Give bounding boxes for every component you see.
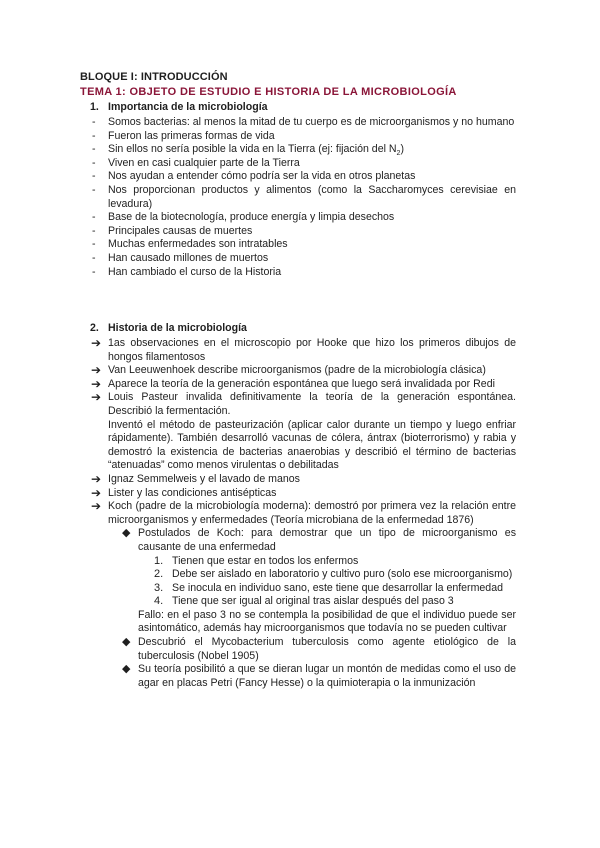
block-title: BLOQUE I: INTRODUCCIÓN — [80, 71, 228, 83]
section1-list — [91, 116, 516, 279]
section1-title: Importancia de la microbiología — [108, 101, 268, 113]
diamond-bullet-icon: ◆ — [122, 527, 131, 540]
arrow-icon: ➔ — [91, 376, 102, 391]
fallo-note: Fallo: en el paso 3 no se contempla la posibilidad de que el individuo puede ser asintomático, además hay microorganismos que todavía no se pueden cultivar — [138, 608, 516, 635]
pasteur-details: Inventó el método de pasteurización (aplicar calor durante un tiempo y luego enfriar rápidamente). También desarrolló vacunas de cólera, ántrax (bioterrorismo) y rabia y demostró la existencia de bacterias anaerobias y describió el término de bacterias “atenuadas” como menos virulentas o debilitadas — [108, 418, 516, 472]
section1-heading — [90, 101, 268, 115]
list-item: ◆ Su teoría posibilitó a que se dieran lugar un montón de medidas como el uso de agar en placas Petri (Fancy Hesse) o la quimioterapia o la inmunización — [122, 663, 516, 689]
dash-marker: - — [92, 170, 96, 183]
arrow-icon: ➔ — [91, 336, 102, 350]
list-item: - Principales causas de muertes — [92, 224, 253, 237]
dash-marker: - — [92, 143, 96, 156]
tema-title: TEMA 1: OBJETO DE ESTUDIO E HISTORIA DE LA MICROBIOLOGÍA — [80, 86, 457, 98]
section2-number: 2. — [90, 322, 99, 334]
postulate-item: 1. Tienen que estar en todos los enfermos — [154, 554, 359, 567]
list-item: - Fueron las primeras formas de vida — [92, 129, 275, 142]
dash-marker: - — [92, 156, 96, 169]
list-item: - Nos ayudan a entender cómo podría ser la vida en otros planetas — [92, 170, 416, 183]
dash-marker: - — [92, 129, 96, 142]
list-item: - Muchas enfermedades son intratables — [92, 238, 288, 251]
list-item: - Sin ellos no sería posible la vida en la Tierra (ej: fijación del $N_2$) — [92, 143, 404, 158]
list-item: ➔ Ignaz Semmelweis y el lavado de manos — [91, 471, 300, 486]
list-item: ➔ 1as observaciones en el microscopio por Hooke que hizo los primeros dibujos de hongos filamentosos — [91, 336, 516, 363]
list-item: - Han causado millones de muertos — [92, 251, 269, 264]
postulates-intro: Postulados de Koch: para demostrar que un tipo de microorganismo es causante de una enfermedad — [138, 527, 516, 553]
section2-heading — [90, 322, 247, 336]
section2-list — [91, 337, 516, 690]
koch-sublist — [122, 527, 516, 690]
postulate-item: 4. Tiene que ser igual al original tras aislar después del paso 3 — [154, 595, 454, 608]
arrow-icon: ➔ — [91, 471, 102, 486]
dash-marker: - — [92, 116, 96, 128]
list-item: - Viven en casi cualquier parte de la Tierra — [92, 156, 300, 169]
list-item: - Han cambiado el curso de la Historia — [92, 265, 282, 278]
arrow-icon: ➔ — [91, 485, 102, 500]
section1-number: 1. — [90, 101, 99, 113]
diamond-bullet-icon: ◆ — [122, 663, 131, 676]
dash-marker: - — [92, 238, 96, 251]
list-item — [122, 527, 516, 636]
list-item: ➔ Aparece la teoría de la generación espontánea que luego será invalidada por Redi — [91, 376, 495, 391]
postulate-item: 2. Debe ser aislado en laboratorio y cultivo puro (solo ese microorganismo) — [154, 568, 513, 581]
list-item: - Nos proporcionan productos y alimentos (como la Saccharomyces cerevisiae en levadura) — [92, 183, 516, 210]
list-item: ➔ Lister y las condiciones antisépticas — [91, 485, 277, 500]
postulates-list — [138, 555, 516, 609]
list-item: - Somos bacterias: al menos la mitad de tu cuerpo es de microorganismos y no humano — [92, 116, 515, 128]
list-item: - Base de la biotecnología, produce energía y limpia desechos — [92, 211, 395, 224]
list-item: ◆ Descubrió el Mycobacterium tuberculosis como agente etiológico de la tuberculosis (Nobel 1905) — [122, 636, 516, 662]
list-item: ➔ Koch (padre de la microbiología moderna): demostró por primera vez la relación entre microorganismos y enfermedades (Teoría microbiana de la enfermedad 1876) ◆ Postulados de Koch: para demostrar que un tipo de microorganismo es causante de una enfermedad 1. Tienen que estar en todos los enfermos 2. Debe ser aislado en laboratorio y cultivo puro (solo ese microorganismo) 3. Se inocula en individuo sano, este tiene que desarrollar la enfermedad 4. Tiene que ser igual al original tras aislar después del paso 3 Fallo: en el paso 3 no se contempla la posibilidad de que el individuo puede ser asintomático, además hay microorganismos que todavía no se pueden cultivar ◆ Descubrió el Mycobacterium tuberculosis como agente etiológico de la tuberculosis (Nobel 1905) ◆ Su teoría posibilitó a que se dieran lugar un montón de medidas como el uso de agar en placas Petri (Fancy Hesse) o la quimioterapia o la inmunización — [91, 499, 516, 689]
dash-marker: - — [92, 265, 96, 278]
dash-marker: - — [92, 224, 96, 237]
list-item: ➔ Van Leeuwenhoek describe microorganismos (padre de la microbiología clásica) — [91, 363, 486, 378]
postulate-item: 3. Se inocula en individuo sano, este tiene que desarrollar la enfermedad — [154, 581, 503, 594]
dash-marker: - — [92, 211, 96, 224]
arrow-icon: ➔ — [91, 499, 102, 514]
dash-marker: - — [92, 183, 96, 196]
dash-marker: - — [92, 251, 96, 264]
arrow-icon: ➔ — [91, 363, 102, 378]
section2-title: Historia de la microbiología — [108, 322, 247, 334]
diamond-bullet-icon: ◆ — [122, 636, 131, 649]
arrow-icon: ➔ — [91, 390, 102, 405]
list-item: ➔ Louis Pasteur invalida definitivamente la teoría de la generación espontánea. Describió la fermentación. Inventó el método de pasteurización (aplicar calor durante un tiempo y luego enfriar rápidamente). También desarrolló vacunas de cólera, ántrax (bioterrorismo) y rabia y demostró la existencia de bacterias anaerobias y describió el término de bacterias “atenuadas” como menos virulentas o debilitadas — [91, 390, 516, 472]
